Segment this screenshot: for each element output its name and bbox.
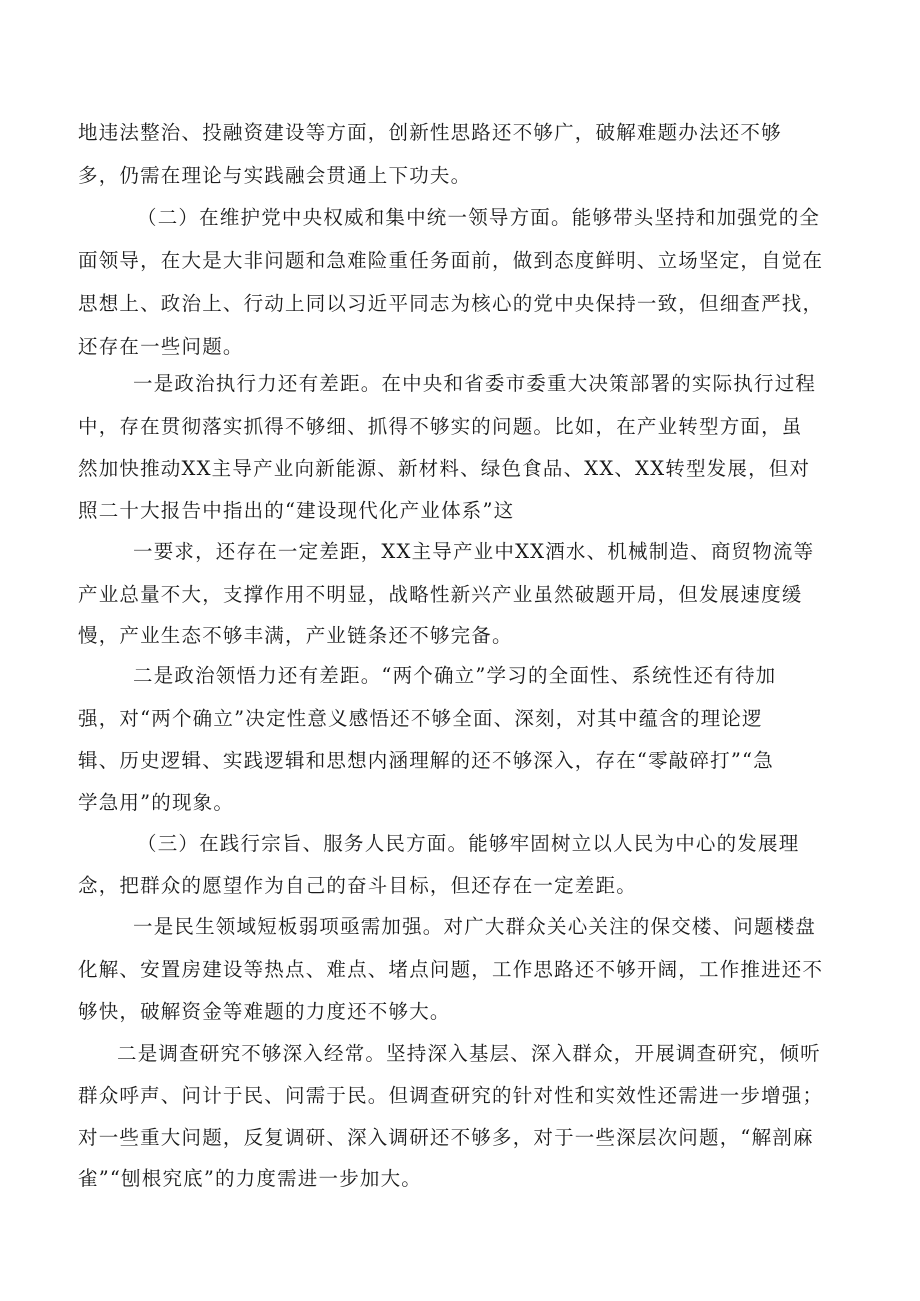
text-line: 照二十大报告中指出的“建设现代化产业体系”这	[78, 499, 515, 522]
paragraph-start: 一要求，还存在一定差距，XX主导产业中XX酒水、机械制造、商贸物流等	[133, 540, 815, 563]
text-line: 强，对“两个确立”决定性意义感悟还不够全面、深刻，对其中蕴含的理论逻	[78, 707, 763, 730]
text-line: 还存在一些问题。	[78, 335, 244, 358]
text-line: 然加快推动XX主导产业向新能源、新材料、绿色食品、XX、XX转型发展，但对	[78, 457, 811, 480]
section-heading-2: （二）在维护党中央权威和集中统一领导方面。能够带头坚持和加强党的全	[137, 206, 821, 229]
text-line: 辑、历史逻辑、实践逻辑和思想内涵理解的还不够深入，存在“零敲碎打”“急	[78, 749, 774, 772]
text-line: 化解、安置房建设等热点、难点、堵点问题，工作思路还不够开阔，工作推进还不	[78, 958, 824, 981]
text-line: 产业总量不大，支撑作用不明显，战略性新兴产业虽然破题开局，但发展速度缓	[78, 583, 803, 606]
paragraph-start: 一是民生领域短板弱项亟需加强。对广大群众关心关注的保交楼、问题楼盘	[133, 915, 817, 938]
text-line: 慢，产业生态不够丰满，产业链条还不够完备。	[78, 624, 513, 647]
paragraph-start: 二是政治领悟力还有差距。“两个确立”学习的全面性、系统性还有待加	[133, 664, 777, 687]
text-line: 中，存在贯彻落实抓得不够细、抓得不够实的问题。比如，在产业转型方面，虽	[78, 415, 803, 438]
text-line: 地违法整治、投融资建设等方面，创新性思路还不够广，破解难题办法还不够	[78, 121, 782, 144]
section-heading-3: （三）在践行宗旨、服务人民方面。能够牢固树立以人民为中心的发展理	[137, 832, 800, 855]
text-line: 雀”“刨根究底”的力度需进一步加大。	[78, 1167, 423, 1190]
paragraph-start: 一是政治执行力还有差距。在中央和省委市委重大决策部署的实际执行过程	[133, 372, 817, 395]
text-line: 群众呼声、问计于民、问需于民。但调查研究的针对性和实效性还需进一步增强；	[78, 1084, 824, 1107]
text-line: 对一些重大问题，反复调研、深入调研还不够多，对于一些深层次问题，“解剖麻	[78, 1126, 814, 1149]
text-line: 够快，破解资金等难题的力度还不够大。	[78, 1000, 451, 1023]
paragraph-start: 二是调查研究不够深入经常。坚持深入基层、深入群众，开展调查研究，倾听	[117, 1042, 821, 1065]
text-line: 念，把群众的愿望作为自己的奋斗目标，但还存在一定差距。	[78, 874, 637, 897]
text-line: 面领导，在大是大非问题和急难险重任务面前，做到态度鲜明、立场坚定，自觉在	[78, 249, 824, 272]
text-line: 多，仍需在理论与实践融会贯通上下功夫。	[78, 164, 472, 187]
text-line: 学急用”的现象。	[78, 791, 235, 814]
text-line: 思想上、政治上、行动上同以习近平同志为核心的党中央保持一致，但细查严找，	[78, 292, 824, 315]
